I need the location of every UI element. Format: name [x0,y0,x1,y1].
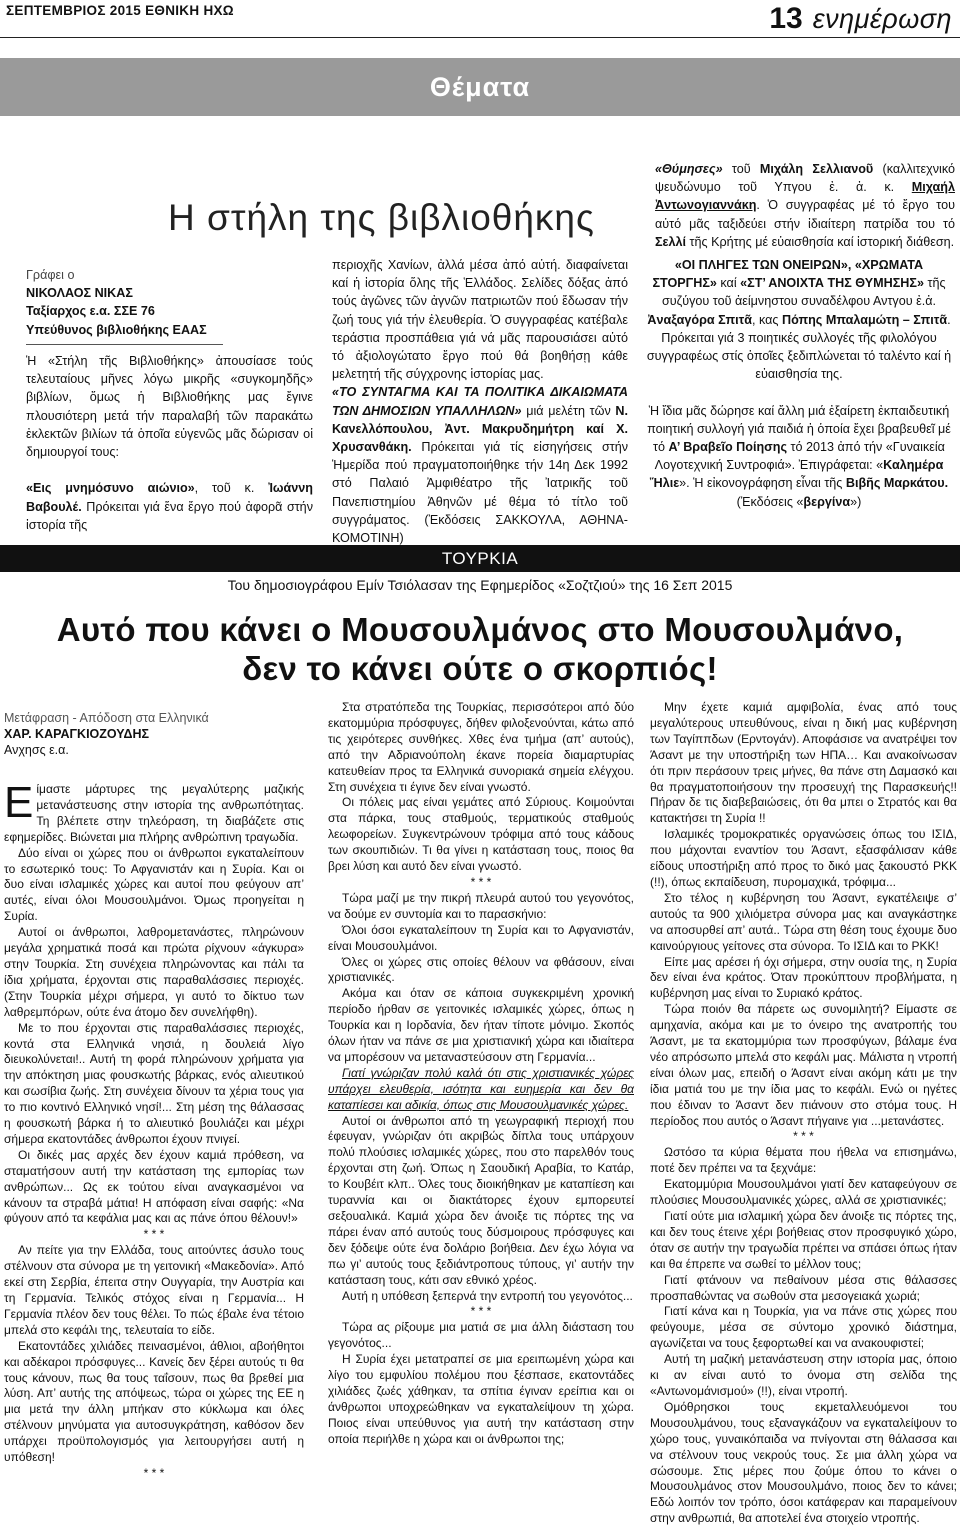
text-run: τό 2013 ἀπό τήν «Γυναικεία Λογοτεχνική Συντροφιά». Ἐπιγράφεται: « [654,440,945,473]
paragraph: Γιατί ούτε μια ισλαμική χώρα δεν άνοιξε τις πόρτες της, και δεν τους έτεινε χέρι βοήθειας στον προσφυγικό χώρο, όταν σε αυτήν την τραγωδία πρέπει να σπάσει όπως ήταν και θα έπρεπε να σωθεί το μέλλον τους; [650,1209,957,1271]
paragraph: Αυτοί οι άνθρωποι από τη γεωγραφική περιοχή που έφευγαν, γνώριζαν ότι ακριβώς δίπλα τους υπάρχουν πολύ πλούσιες ισλαμικές χώρες, που στο παρελθόν τους έρχονται στη ζωή. Όπως η Σαουδική Αραβία, το Κατάρ, το Κουβέιτ κλπ.. Όλες τους διοικήθηκαν με καταπίεση και τυραννία και οι διακτάτορες έχουν εμπορευτεί σεξουαλικά. Καμιά χώρα δεν άνοιξε τις πόρτες της να πάρει έναν από αυτούς τους δύσμοιρους πρόσφυγες και δεν ξόδεψε ούτε ένα δολάριο βοήθεια. Δεν έχω λόγια να πω γι’ αυτούς τους ξεδιάντροπους τύπους, γι’ αυτήν την κατάσταση τους, κάτι σαν εθνικό χρέος. [328,1113,634,1287]
paragraph: * * * [143,1465,165,1480]
column-body-col3 [645,256,953,511]
text-run: Πρόκειται γιά τίς εἰσηγήσεις στήν Ἡμερίδα πού πραγματοποιήθηκε τήν 14η Δεκ 1992 στό Παλαιό Ἀμφιθέατρο τῆς Ἰατρικῆς τοῦ Πανεπιστημίου Ἀθηνῶν μέ θέμα τό τίτλο τοῦ συγγράματος. (Ἐκδόσεις ΣΑΚΚΟΥΛΑ, ΑΘΗΝΑ-ΚΟΜΟΤΙΝΗ) [332,440,628,546]
paragraph: Με το που έρχονται στις παραθαλάσσιες περιοχές, κοντά στα Ελληνικά νησιά, η δουλειά λίγο διευκολύνεται!.. Αυτή τη φορά πληρώνουν χρήματα για την απόκτηση μιας φουσκωτής βάρκας, ενός αλιευτικού και σωσίβια ζωής. Στη συνέχεια δίνουν τα χέρια τους για το πιο κοντινό Ελληνικό νησί!... Στη μέση της θάλασσας η φουσκωτή βάρκα ή το αλιευτικό βουλιάζει και μέχρι σήμερα εκατοντάδες άνθρωποι έχουν πνιγεί. [4,1020,304,1146]
column-title: Η στήλη της βιβλιοθήκης [168,197,595,238]
paragraph: Αυτή η υπόθεση ξεπερνά την εντροπή του γεγονότος... [342,1288,633,1303]
text-run: Μιχαήλ Ἀντωνογιαννάκη [655,180,955,213]
credits-rank: Ανχησς ε.α. [4,743,69,757]
paragraph: Εκατομμύρια Μουσουλμάνοι γιατί δεν καταφεύγουν σε πλούσιες Μουσουλμανικές χώρες, αλλά σε χριστιανικές; [650,1177,957,1208]
paragraph: Τώρα ποιόν θα πάρετε ως συνομιλητή? Είμαστε σε αμηχανία, ακόμα και με το όνειρο της ανατροπής του Άσαντ, με τα εκατομμύρια των προσφύγων, βάλαμε ένα νέο απρόσωπο μπελά στο κεφάλι μας. Μάλιστα η ντροπή είναι όλων μας, επειδή ο Άσαντ είναι ακόμη κάτι με την ίδια ματιά του με την ίδια μας το κεφάλι. Ενώ οι ηγέτες που έδιναν το Άσαντ δεν πιάνουν στο στόμα τους. Η περίοδος που αυτός ο Άσαντ πήγαινε για ...μετανάστες. [650,1002,957,1128]
text-run: «ΤΟ ΣΥΝΤΑΓΜΑ ΚΑΙ ΤΑ ΠΟΛΙΤΙΚΑ ΔΙΚΑΙΩΜΑΤΑ ΤΩΝ ΔΗΜΟΣΙΩΝ ΥΠΑΛΛΗΛΩΝ» [332,385,628,418]
paragraph: Στο τέλος η κυβέρνηση του Άσαντ, εγκατέλειψε σ’ αυτούς τα 900 χιλιόμετρα σύνορα μας και αναγκάστηκε να αποσυρθεί απ’ αυτά.. Τώρα στη θέση τους έχουμε δυο καινούργιους γείτονες στα σύνορα. Το ΙΣΙΔ και το ΡΚΚ! [650,890,957,953]
paragraph: Γιατί γνώριζαν πολύ καλά ότι στις χριστιανικές χώρες υπάρχει ελευθερία, ισότητα και ευημερία και δεν θα καταπίεσει και αδικία, όπως στις Μουσουλμανικές χώρες. [328,1065,634,1112]
paragraph: Μην έχετε καμιά αμφιβολία, ένας από τους μεγαλύτερους υπευθύνους, είναι η δική μας κυβέρνηση των Ταγίππδων (Ερντογάν). Αποφάσισε να ανατρέψει τον Άσαντ με την υποστήριξη των ΗΠΑ… Και ανακοίνωσαν ότι πριν περάσουν τρεις μήνες, θα πάνε στη Δαμασκό και θα πραγματοποιήσουν την προσευχή της Παρασκευής!! Πήραν δε τις διαβεβαιώσεις, ότι θα μπει ο Στρατός και θα κατακτήσει τη Συρία !! [650,700,957,826]
header-page-brand [769,2,952,36]
byline-prefix: Γράφει ο [26,268,75,282]
text-run: Α’ Βραβεῖο Ποίησης [668,440,788,455]
text-run: Ἀναξαγόρα Σπιτᾶ [647,312,753,327]
paragraph: Στα στρατόπεδα της Τουρκίας, περισσότεροι από δύο εκατομμύρια πρόσφυγες, δήθεν φιλοξενούνται, κάτω από τις χειρότερες συνθήκες. Χθες ένα τμήμα (απ’ αυτούς), από την Αδριανούπολη έκανε πορεία διαμαρτυρίας κατευθείαν προς τα Ελληνικά συνοριακά σημεία ελέγχου. Στη συνέχεια τι έγινε δεν είναι γνωστό. [328,700,634,794]
paragraph: * * * [793,1129,814,1144]
paragraph: Γιατί φτάνουν να πεθαίνουν μέσα στις θάλασσες προσπαθώντας να σωθούν στα μεσογειακά χωριά; [650,1272,957,1303]
header-issue-info: ΣΕΠΤΕΜΒΡΙΟΣ 2015 ΕΘΝΙΚΗ ΗΧΩ [6,3,234,18]
article-section-bar [0,545,960,572]
paragraph: Δύο είναι οι χώρες που οι άνθρωποι εγκαταλείπουν το εσωτερικό τους: Το Αφγανιστάν και η Συρία. Και οι δυο είναι ισλαμικές χώρες και αυτοί που φεύγουν απ’ αυτές, είναι όλοι Μουσουλμάνοι. Όμως προηγείται η Συρία. [4,845,304,924]
text-run: «Εις μνημόσυνο αιώνιο» [26,481,195,496]
text-run: Μιχάλη Σελλιανοῦ [759,162,874,176]
paragraph: Η Συρία έχει μετατραπεί σε μια ερειπωμένη χώρα και λίγο του εμφυλίου πολέμου που ξέσπασε, εκατοντάδες χιλιάδες ζωές χάθηκαν, τα σπίτια έγιναν ερείπια και οι άνθρωποι υποχρεώθηκαν να εγκαταλείψουν τη χώρα. Ποιος είναι υπεύθυνος για αυτή την κατάσταση στην οποία περιήλθε η χώρα και οι άνθρωποι της; [328,1352,634,1446]
paragraph: * * * [143,1227,165,1242]
credits-name: ΧΑΡ. ΚΑΡΑΓΚΙΟΖΟΥΔΗΣ [4,727,150,741]
byline-role: Υπεύθυνος βιβλιοθήκης ΕΑΑΣ [26,322,207,337]
section-brand: ενημέρωση [812,4,952,34]
text-run: . Ὁ συγγραφέας μέ τό ἔργο του αὐτό μᾶς ταξιδεύει στήν ἰδιαίτερη πατρίδα του τό [655,198,955,231]
text-run: (Ἐκδόσεις « [736,494,804,509]
column-body-col2 [332,256,628,547]
page-number: 13 [769,2,803,35]
byline-rule [26,344,223,345]
text-run: Καλημέρα Ἥλιε [649,458,944,491]
text-run: Ἡ ἴδια μᾶς δώρησε καί ἄλλη μιά ἐξαίρετη ἐκπαιδευτική ποιητική συλλογή γιά παιδιά ἡ ὁποία ἔχει βραβευθεῖ μέ τό [647,403,951,455]
text-run: μιά μελέτη τῶν [521,403,616,418]
text-run: «Θύμησες» [655,162,723,176]
paragraph [332,383,628,547]
paragraph: Ωστόσο τα κύρια θέματα που ήθελα να επισημάνω, ποτέ δεν πρέπει να τα ξεχνάμε: [650,1145,957,1176]
article-col-b [328,700,634,1448]
paragraph: * * * [470,1304,492,1319]
column-body-col1 [26,352,313,534]
text-run: τῆς Κρήτης μέ εὐαισθησία καί ἱστορική διάθεση. [686,234,955,249]
article-col-a-text [4,778,304,1482]
text-run: «ΟΙ ΠΛΗΓΕΣ ΤΩΝ ΟΝΕΙΡΩΝ», «ΧΡΩΜΑΤΑ ΣΤΟΡΓΗΣ» [652,258,924,291]
text-run: ». Ἡ εἰκονογράφηση εἶναι τῆς [679,476,846,491]
byline-rank: Ταξίαρχος ε.α. ΣΣΕ 76 [26,304,155,319]
paragraph: Ομόθρησκοι τους εκμεταλλευόμενοι του Μουσουλμάνου, τους εξαναγκάζουν να εγκαταλείψουν το χώρο τους, γυναικόπαιδα να πνίγονται στη θάλασσα και να στέλνουν τους νεκρούς τους. Σε μια άλλη χώρα να σώσουμε. Στις μέρες που ζούμε όπου το κάνει ο Μουσουλμάνος στον Μουσουλμάνο, ποιος δεν το κάνει; Εδώ λοιπόν τον τρόπο, όσοι κατάφεραν και παραμείνουν στην ανθρωπιά, θα αποτελεί ένα στοιχείο ντροπής. [650,1399,957,1526]
text-run: Ν. Κανελλόπουλου, Ἀντ. Μακρυδημήτρη καί Χ. Χρυσανθάκη. [332,403,629,455]
paragraph: Όλες οι χώρες στις οποίες θέλουν να φθάσουν, είναι χριστιανικές. [328,954,634,985]
paragraph: * * * [470,874,492,889]
paragraph [26,461,313,479]
article-section-label: ΤΟΥΡΚΙΑ [441,548,519,568]
paragraph: Εκατοντάδες χιλιάδες πεινασμένοι, άθλιοι, αβοήθητοι και αδέκαροι πρόσφυγες... Κανείς δεν ξέρει αυτούς τι θα τους κάνουν, πως θα τους ταΐσουν, πως θα βρεθεί μια λύση. Απ’ αυτής της απόψεως, τώρα οι χώρες της ΕΕ η μια μετά την άλλη μπήκαν στο κύκλωμα και όλες στέλνουν μηνύματα για αυτοσυγκράτηση, καθόσον δεν υπάρχει προϋπολογισμός για λειτουργήσει αυτή η υπόθεση! [4,1338,304,1465]
article-headline-line1: Αυτό που κάνει ο Μουσουλμάνος στο Μουσουλμάνο, [56,611,904,648]
header-rule [0,37,960,38]
paragraph: Αυτοί οι άνθρωποι, λαθρομετανάστες, πληρώνουν μεγάλα χρηματικά ποσά και πρώτα ρίχνουν «άγκυρα» στην Τουρκία. Στη συνέχεια πληρώνοντας και πάλι τα ίδια χρήματα, έρχονται στις παραθαλάσσιες περιοχές. (Στην Τουρκία μέχρι σήμερα, γι αυτό το δίκτυο των λαθρεμπόρων, ούτε ένα άτομο δεν συνελήφθη). [4,925,304,1019]
text-run: Πόπης Μπαλαμώτη – Σπιτᾶ [782,312,948,327]
credits-title: Μετάφραση - Απόδοση στα Ελληνικά [4,711,209,725]
paragraph: Ακόμα και όταν σε κάποια συγκεκριμένη χρονική περίοδο ήρθαν σε γειτονικές ισλαμικές χώρες, όπως η Τουρκία και η Ιορδανία, δεν ήταν τίποτε μόνιμο. Σκοπός όλων ήταν να πάνε σε μια χριστιανική χώρα και ιδιαίτερα να μπορέσουν να μεταναστεύσουν στη Γερμανία... [328,986,634,1064]
paragraph: Τώρα ας ρίξουμε μια ματιά σε μια άλλη διάσταση του γεγονότος... [328,1320,634,1351]
article-col-a-paras [4,778,304,1482]
text-run: τῆς συζύγου τοῦ ἀείμνηστου συναδέλφου Αντγου ἐ.ἀ. [662,276,946,309]
text-run: , τοῦ κ. [194,481,269,496]
text-run: Ἰωάννη Βαβουλέ. [26,481,313,514]
text-run: , κας [752,312,783,327]
text-run: βεργίνα [803,494,851,509]
text-run: Πρόκειται γιά ἕνα ἔργο πού ἀφορᾶ στήν ἱστορία τῆς [26,499,313,532]
paragraph [645,383,953,401]
paragraph [26,479,313,534]
section-banner [0,58,960,116]
text-run: . Πρόκειται γιά 3 ποιητικές συλλογές τῆς φιλολόγου συγγραφέως στίς ὁποῖες ξεδιπλώνεται τό ταλέντο καί ἡ εὐαισθησία της. [646,312,952,382]
text-run: Βιβῆς Μαρκάτου. [845,476,949,491]
section-banner-title: Θέματα [429,71,531,102]
paragraph: Αυτή τη μαζική μετανάστευση στην ιστορία μας, όποιο κι αν είναι αυτό το όνομα στη σελίδα της «Αντωνομάνισμού» (!!), είναι ντροπή. [650,1352,957,1398]
paragraph: Αν πείτε για την Ελλάδα, τους αιτούντες άσυλο τους στέλνουν στα σύνορα με τη γειτονική «Μακεδονία». Από εκεί στη Σερβία, έπειτα στην Ουγγαρία, την Αυστρία και τη Γερμανία. Τελικός στόχος είναι η Γερμανία... Η Γερμανία πλέον δεν τους θέλει. Το πώς έβαλε ένα τέτοιο μπελά στο κεφάλι της, τελευταία το είδε. [4,1243,304,1337]
column-top-right-text [655,160,955,251]
text-run: (καλλιτεχνικό ψευδώνυμο τοῦ Υπγου ἐ. ἀ. κ. [655,162,955,195]
article-headline-line2: δεν το κάνει ούτε ο σκορπιός! [242,650,718,687]
text-run: καί [716,276,741,291]
text-run: ») [850,494,862,509]
article-credits [4,710,304,758]
paragraph [645,402,953,511]
paragraph: Οι πόλεις μας είναι γεμάτες από Σύριους. Κοιμούνται στα πάρκα, τους σταθμούς, τερματικούς σταθμούς λεωφορείων. Συγκεντρώνουν τρόφιμα από τους κάδους των σκουπιδιών. Τι θα γίνει η κατάσταση τους, ποιος θα βρει λύση και αυτό δεν είναι γνωστό. [328,795,634,874]
paragraph [645,256,953,383]
text-run: «ΣΤ’ ΑΝΟΙΧΤΑ ΤΗΣ ΘΥΜΗΣΗΣ» [740,276,924,291]
article-col-c [650,700,957,1527]
paragraph: Οι δικές μας αρχές δεν έχουν καμιά πρόθεση, να σταματήσουν αυτή την κατάσταση της εμπορίας των ανθρώπων... Ως εκ τούτου είναι αναγκασμένοι να κάνουν τα στραβά μάτια! Η απόφαση είναι σαφής: «Να φύγουν από τα κεφάλια μας και ας πάνε όπου θέλουν!» [4,1147,304,1226]
paragraph: Ἡ «Στήλη τῆς Βιβλιοθήκης» ἀπουσίασε τούς τελευταίους μῆνες λόγω μικρῆς «συγκομηδῆς» βιβλίων, ὅμως ἡ Βιβλιοθήκης μας ἔγινε πλουσιότερη μετά τήν παραλαβή τῶν παρακάτω ἐκλεκτῶν βιλίων τά ὁποῖα εὐγενῶς μᾶς δώρισαν οἱ δημιουργοί τους: [26,354,313,460]
article-col-a [4,710,304,1482]
paragraph: Ισλαμικές τρομοκρατικές οργανώσεις όπως του ΙΣΙΔ, που μάχονται εναντίον του Άσαντ, εξασφάλισαν κάθε είδους υποστήριξη από προς το δικό μας ξακουστό ΡΚΚ (!!), όπως εκπαίδευση, πυρομαχικά, τρόφιμα... [650,827,957,889]
text-run: τοῦ [722,162,760,176]
paragraph: ίμαστε μάρτυρες της μεγαλύτερης μαζικής μετανάστευσης στην ιστορία της ανθρωπότητας. Τη βλέπετε στην τηλεόραση, τη διαβάζετε στις εφημερίδες. Βιώνεται μια πλήρης ανθρώπινη τραγωδία. [4,782,304,844]
paragraph: Τώρα μαζί με την πικρή πλευρά αυτού του γεγονότος, να δούμε εν συντομία και το παρασκήνιο: [328,890,634,921]
text-run: Σελλί [655,234,687,249]
paragraph: Είπε μας αρέσει ή όχι σήμερα, στην ουσία της, η Συρία δεν είναι ένα κράτος. Όταν προκύπτουν προβλήματα, η κυβέρνηση μας είναι το Συριακό κράτος. [650,954,957,1001]
paragraph: περιοχῆς Χανίων, ἀλλά μέσα ἀπό αὐτή. διαφαίνεται καί ἡ ἱστορία ὅλης τῆς Ἑλλάδος. Σελίδες δόξας ἀπό τούς ἀγῶνες τῶν ἀγνῶν πατριωτῶν πού ἔδωσαν τήν ζωή τους γιά τήν ἐλευθερία. Ὁ συγγραφέας κατέβαλε τεράστια προσπάθεια γιά νά μᾶς παρουσιάσει αὐτό τό ἀξιολογώτατο ἔργο πού θά βοηθήσῃ κάθε μελετητή τῆς σύγχρονης ἱστορίας μας. [332,258,628,382]
article-subtitle: Του δημοσιογράφου Εμίν Τσιόλασαν της Εφημερίδος «Σοζτζιού» της 16 Σεπ 2015 [227,577,733,593]
paragraph: Γιατί κάνα και η Τουρκία, για να πάνε στις χώρες που φεύγουμε, μέσα σε σύντομο χρονικό διάστημα, αγωνίζεται να τους ξεφορτωθεί και να ανακουφιστεί; [650,1304,957,1351]
paragraph: Όλοι όσοι εγκαταλείπουν τη Συρία και το Αφγανιστάν, είναι Μουσουλμάνοι. [328,922,634,953]
column-byline [26,266,207,339]
drop-cap: Ε [4,778,34,827]
byline-name: ΝΙΚΟΛΑΟΣ ΝΙΚΑΣ [26,286,133,301]
